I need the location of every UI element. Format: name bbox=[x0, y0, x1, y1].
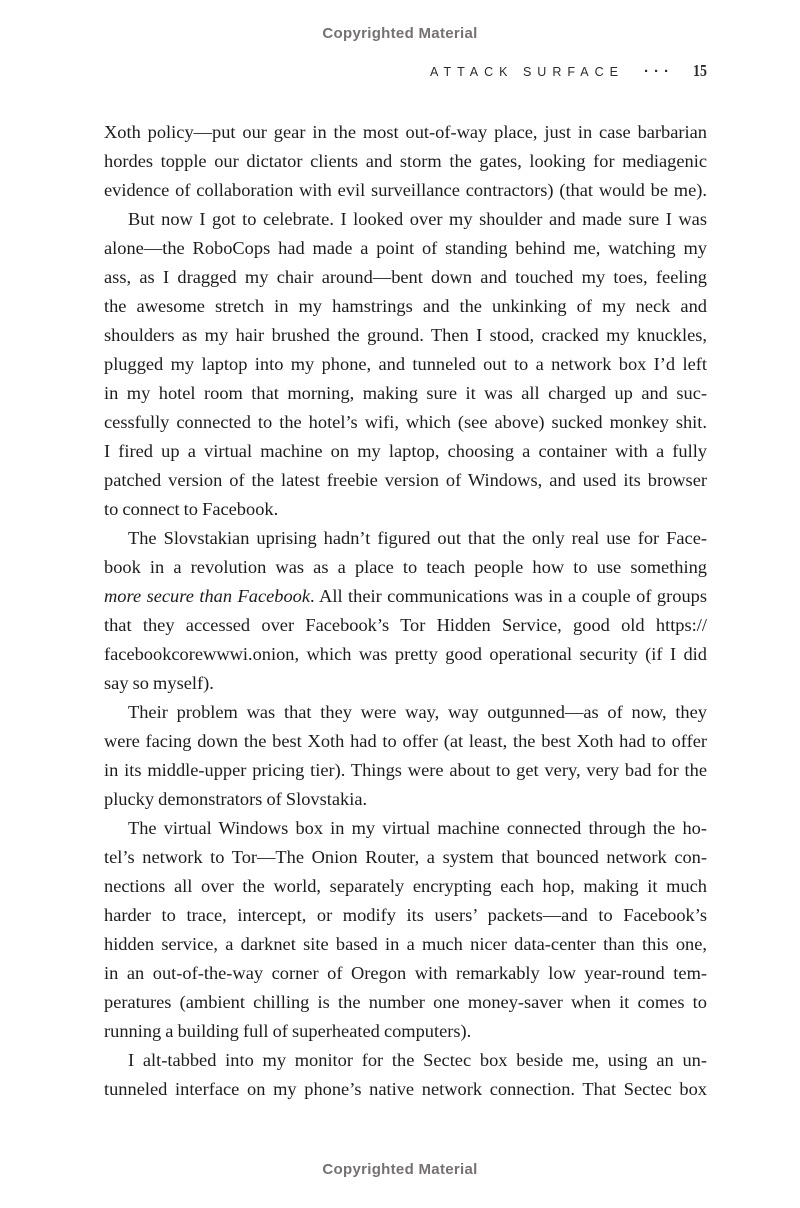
text-line: I alt-tabbed into my monitor for the Sectec box beside me, using an un- bbox=[128, 1050, 707, 1070]
paragraph bbox=[104, 524, 707, 698]
text-line: patched version of the latest freebie version of Windows, and used its browser bbox=[104, 470, 707, 490]
text-line: in my hotel room that morning, making sure it was all charged up and suc- bbox=[104, 383, 707, 403]
paragraph bbox=[104, 118, 707, 205]
text-line: hordes topple our dictator clients and storm the gates, looking for mediagenic bbox=[104, 151, 707, 171]
paragraph bbox=[104, 814, 707, 1046]
text-line: peratures (ambient chilling is the number one money-saver when it comes to bbox=[104, 992, 707, 1012]
body-text bbox=[104, 118, 707, 1104]
paragraph bbox=[104, 1046, 707, 1104]
text-line: that they accessed over Facebook’s Tor Hidden Service, good old https:// bbox=[104, 615, 707, 635]
text-line: I fired up a virtual machine on my laptop, choosing a container with a fully bbox=[104, 441, 707, 461]
text-line: more secure than Facebook. All their communications was in a couple of groups bbox=[104, 586, 707, 606]
text-line: But now I got to celebrate. I looked over my shoulder and made sure I was bbox=[128, 209, 707, 229]
text-line: cessfully connected to the hotel’s wifi, which (see above) sucked monkey shit. bbox=[104, 412, 707, 432]
text-line: Their problem was that they were way, way outgunned—as of now, they bbox=[128, 702, 707, 722]
paragraph bbox=[104, 698, 707, 814]
text-line: the awesome stretch in my hamstrings and the unkinking of my neck and bbox=[104, 296, 707, 316]
text-line: in an out-of-the-way corner of Oregon with remarkably low year-round tem- bbox=[104, 963, 707, 983]
text-line: The Slovstakian uprising hadn’t figured out that the only real use for Face- bbox=[128, 528, 707, 548]
text-line: alone—the RoboCops had made a point of standing behind me, watching my bbox=[104, 238, 707, 258]
text-line: harder to trace, intercept, or modify its users’ packets—and to Facebook’s bbox=[104, 905, 707, 925]
text-line: facebookcorewwwi.onion, which was pretty good operational security (if I did bbox=[104, 644, 707, 664]
text-line: say so myself). bbox=[104, 673, 214, 693]
text-line: nections all over the world, separately encrypting each hop, making it much bbox=[104, 876, 707, 896]
copyright-notice-bottom: Copyrighted Material bbox=[322, 1161, 478, 1178]
text-line: in its middle-upper pricing tier). Things were about to get very, very bad for the bbox=[104, 760, 707, 780]
text-line: The virtual Windows box in my virtual machine connected through the ho- bbox=[128, 818, 707, 838]
text-line: shoulders as my hair brushed the ground. Then I stood, cracked my knuckles, bbox=[104, 325, 707, 345]
text-line: were facing down the best Xoth had to offer (at least, the best Xoth had to offer bbox=[104, 731, 707, 751]
text-line: book in a revolution was as a place to teach people how to use something bbox=[104, 557, 707, 577]
page-number: 15 bbox=[693, 61, 707, 80]
running-head bbox=[430, 61, 707, 81]
text-line: plucky demonstrators of Slovstakia. bbox=[104, 789, 368, 809]
copyright-notice-top: Copyrighted Material bbox=[322, 25, 478, 42]
text-line: plugged my laptop into my phone, and tunneled out to a network box I’d left bbox=[104, 354, 707, 374]
paragraph bbox=[104, 205, 707, 524]
chapter-title: ATTACK SURFACE bbox=[430, 65, 624, 79]
text-line: running a building full of superheated computers). bbox=[104, 1021, 472, 1041]
text-line: to connect to Facebook. bbox=[104, 499, 279, 519]
text-line: tel’s network to Tor—The Onion Router, a system that bounced network con- bbox=[104, 847, 707, 867]
text-line: tunneled interface on my phone’s native network connection. That Sectec box bbox=[104, 1079, 707, 1099]
text-line: ass, as I dragged my chair around—bent down and touched my toes, feeling bbox=[104, 267, 707, 287]
text-line: evidence of collaboration with evil surveillance contractors) (that would be me). bbox=[104, 180, 707, 200]
text-line: Xoth policy—put our gear in the most out-of-way place, just in case barbarian bbox=[104, 122, 707, 142]
text-line: hidden service, a darknet site based in a much nicer data-center than this one, bbox=[104, 934, 707, 954]
separator-dots: ··· bbox=[644, 63, 674, 80]
